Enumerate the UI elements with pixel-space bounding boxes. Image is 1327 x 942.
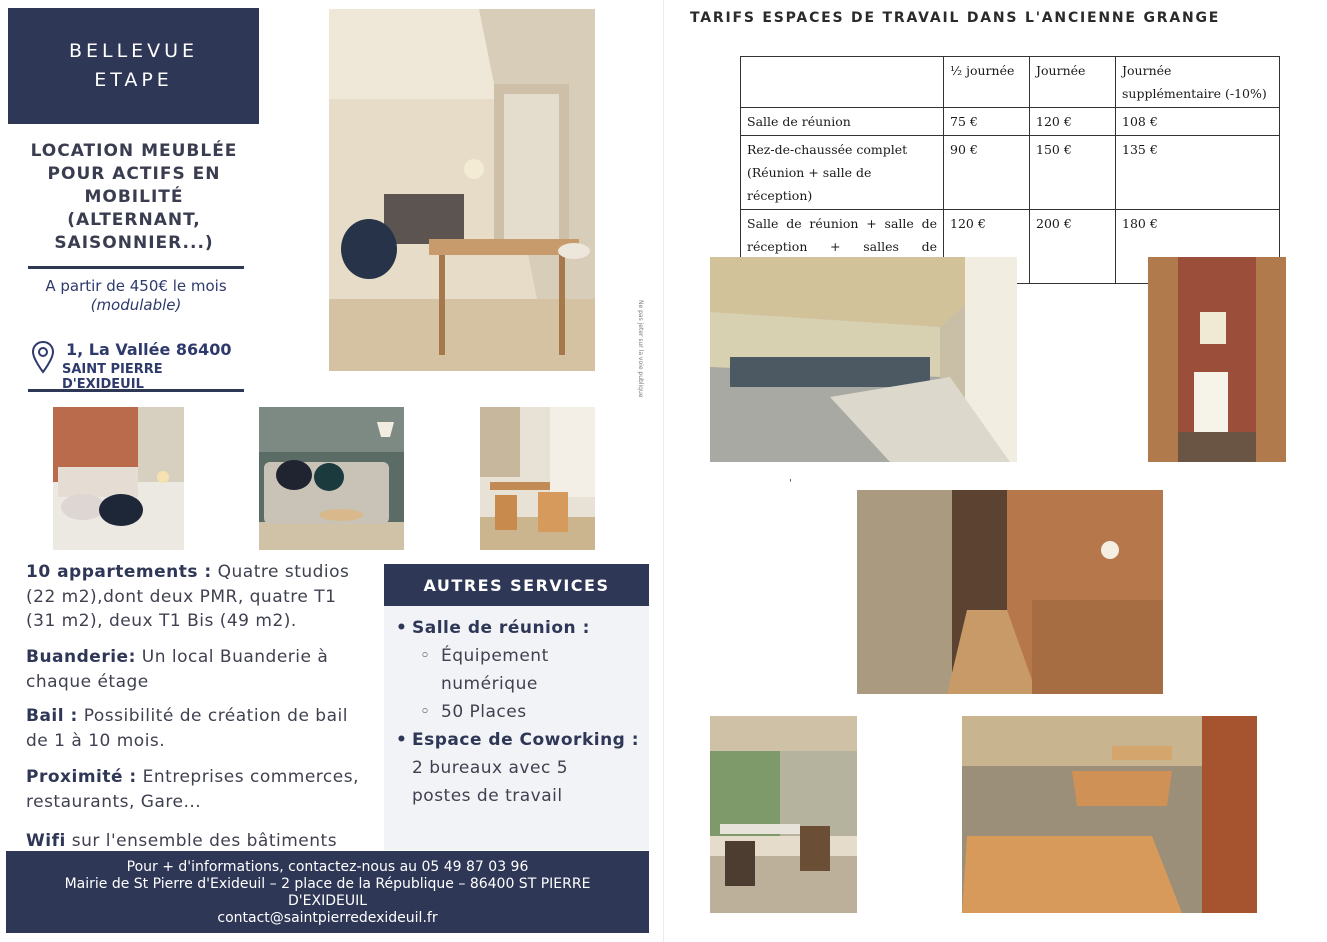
- price-text: A partir de 450€ le mois: [45, 277, 227, 295]
- service-coworking-text: 2 bureaux avec 5 postes de travail: [412, 758, 569, 806]
- subtitle-line: POUR ACTIFS EN: [47, 164, 221, 184]
- table-cell: 75 €: [944, 108, 1030, 136]
- table-cell: 120 €: [1030, 108, 1116, 136]
- paragraph-lease: [26, 704, 366, 753]
- paragraph-wifi: [26, 829, 376, 854]
- photo-reception-room: [710, 716, 857, 913]
- label-wifi: Wifi: [26, 831, 66, 851]
- page-fold: [663, 0, 664, 942]
- photo-meeting-room: [710, 257, 1017, 462]
- price-box: [28, 266, 244, 324]
- tariffs-title: TARIFS ESPACES DE TRAVAIL DANS L'ANCIENNE GRANGE: [690, 10, 1221, 26]
- table-cell: 200 €: [1030, 210, 1116, 284]
- text-nearby: Entreprises commerces, restaurants, Gare...: [26, 767, 359, 812]
- table-header-cell: Journée supplémentaire (-10%): [1116, 57, 1280, 108]
- address-line-2: SAINT PIERRE D'EXIDEUIL: [62, 362, 163, 392]
- label-nearby: Proximité :: [26, 767, 137, 787]
- table-cell: Rez-de-chaussée complet (Réunion + salle de réception): [741, 136, 944, 210]
- label-lease: Bail :: [26, 706, 78, 726]
- label-laundry: Buanderie:: [26, 647, 136, 667]
- brand-logo-box: [8, 8, 259, 124]
- paragraph-apartments: [26, 560, 366, 634]
- footer-email: contact@saintpierredexideuil.fr: [217, 910, 438, 926]
- services-heading: AUTRES SERVICES: [384, 564, 649, 606]
- subtitle-line: MOBILITÉ: [84, 187, 184, 207]
- tariffs-table: [740, 56, 1280, 284]
- footer-phone: Pour + d'informations, contactez-nous au 05 49 87 03 96: [126, 859, 529, 875]
- service-meeting-capacity: ◦ 50 Places: [384, 698, 649, 726]
- services-list: [384, 614, 649, 810]
- text-apartments: Quatre studios (22 m2),dont deux PMR, quatre T1 (31 m2), deux T1 Bis (49 m2).: [26, 562, 350, 631]
- table-header-cell: Journée: [1030, 57, 1116, 108]
- photo-wooden-corridor: [857, 490, 1163, 694]
- stray-mark: ': [789, 478, 792, 489]
- text-wifi: sur l'ensemble des bâtiments: [71, 831, 338, 851]
- contact-footer: [6, 851, 649, 933]
- service-coworking: • Espace de Coworking :: [384, 726, 649, 754]
- table-row: [741, 108, 1280, 136]
- table-cell: 135 €: [1116, 136, 1280, 210]
- photo-living-room: [259, 407, 404, 550]
- address-box: [28, 336, 244, 392]
- table-cell: 180 €: [1116, 210, 1280, 284]
- photo-bedroom: [53, 407, 184, 550]
- brand-line-2: ETAPE: [94, 69, 173, 91]
- map-pin-icon: [31, 340, 55, 374]
- photo-dining-area: [480, 407, 595, 550]
- table-cell: 120 €: [944, 210, 1030, 284]
- table-cell: 108 €: [1116, 108, 1280, 136]
- service-meeting-room: • Salle de réunion :: [384, 614, 649, 642]
- price-note: (modulable): [90, 296, 182, 314]
- text-lease: Possibilité de création de bail de 1 à 10 mois.: [26, 706, 348, 751]
- table-cell: Salle de réunion: [741, 108, 944, 136]
- photo-studio-interior: [329, 9, 595, 371]
- table-cell: 90 €: [944, 136, 1030, 210]
- photo-brick-hallway: [1148, 257, 1286, 462]
- footer-address: Mairie de St Pierre d'Exideuil – 2 place de la République – 86400 ST PIERRE D'EXIDEUIL: [64, 876, 591, 909]
- brand-line-1: BELLEVUE: [68, 40, 199, 62]
- table-header-row: [741, 57, 1280, 108]
- services-box: [384, 606, 649, 850]
- page-subtitle: [14, 140, 254, 255]
- text-laundry: Un local Buanderie à chaque étage: [26, 647, 329, 692]
- label-apartments: 10 appartements :: [26, 562, 212, 582]
- subtitle-line: SAISONNIER...): [54, 233, 214, 253]
- vertical-note: [632, 300, 646, 430]
- subtitle-line: LOCATION MEUBLÉE: [30, 141, 238, 161]
- photo-coworking-room: [962, 716, 1257, 913]
- table-row: [741, 136, 1280, 210]
- table-cell: Salle de réunion + salle de réception + salles de: [741, 210, 944, 284]
- table-header-cell: ½ journée: [944, 57, 1030, 108]
- table-header-cell: [741, 57, 944, 108]
- paragraph-nearby: [26, 765, 366, 814]
- vertical-note-text: Ne pas jeter sur la voie publique: [637, 300, 644, 398]
- subtitle-line: (ALTERNANT,: [67, 210, 201, 230]
- address-line-1: 1, La Vallée 86400: [66, 340, 232, 359]
- service-meeting-equipment: ◦ Équipement numérique: [384, 642, 591, 698]
- paragraph-laundry: [26, 645, 366, 694]
- table-cell: 150 €: [1030, 136, 1116, 210]
